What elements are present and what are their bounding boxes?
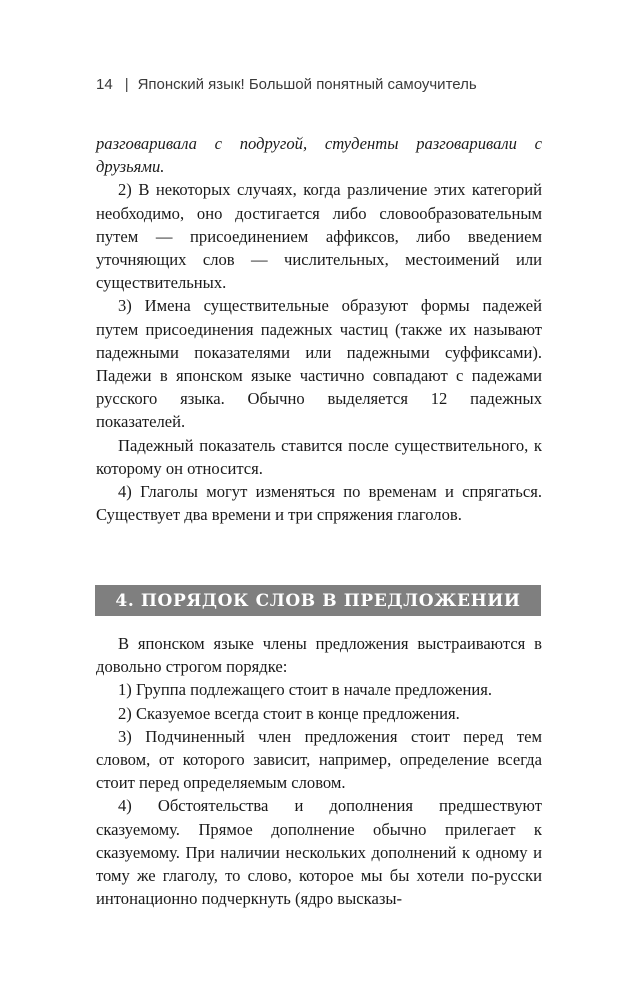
header-separator: | [124,76,129,93]
italic-text: разговаривала с подругой, студенты разговаривали с друзьями. [96,134,542,177]
paragraph: 4) Глаголы могут изменяться по временам и спрягаться. Существует два времени и три спряжения глаголов. [96,482,542,525]
paragraph: 1) Группа подлежащего стоит в начале предложения. [118,680,493,700]
section-heading: 4. ПОРЯДОК СЛОВ В ПРЕДЛОЖЕНИИ [95,585,541,616]
paragraph: В японском языке члены предложения выстраиваются в довольно строгом порядке: [96,634,542,677]
paragraph: Падежный показатель ставится после существительного, к которому он относится. [96,435,542,478]
paragraph: 4) Обстоятельства и дополнения предшествуют сказуемому. Прямое дополнение обычно прилегает к сказуемому. При наличии нескольких дополнений к одному и тому же глаголу, то слово, которое мы бы хотели по-русски интонационно подчеркнуть (ядро высказы- [96,796,542,909]
book-title: Японский язык! Большой понятный самоучитель [137,76,477,93]
paragraph: 3) Подчиненный член предложения стоит перед тем словом, от которого зависит, например, определение всегда стоит перед определяемым словом. [96,726,542,793]
page-number: 14 [96,76,113,93]
paragraph-continuation [96,132,542,178]
body-text-bottom [96,632,542,910]
paragraph: 3) Имена существительные образуют формы падежей путем присоединения падежных частиц (также их называют падежными показателями или падежными суффиксами). Падежи в японском языке частично совпадают с падежами русского языка. Обычно выделяется 12 падежных показателей. [96,296,542,432]
paragraph: 2) В некоторых случаях, когда различение этих категорий необходимо, оно достигается либо словообразовательным путем — присоединением аффиксов, либо введением уточняющих слов — числительных, местоимений или существительных. [96,180,542,293]
body-text-top [96,132,542,526]
paragraph: 2) Сказуемое всегда стоит в конце предложения. [118,703,460,723]
running-head [96,76,477,93]
